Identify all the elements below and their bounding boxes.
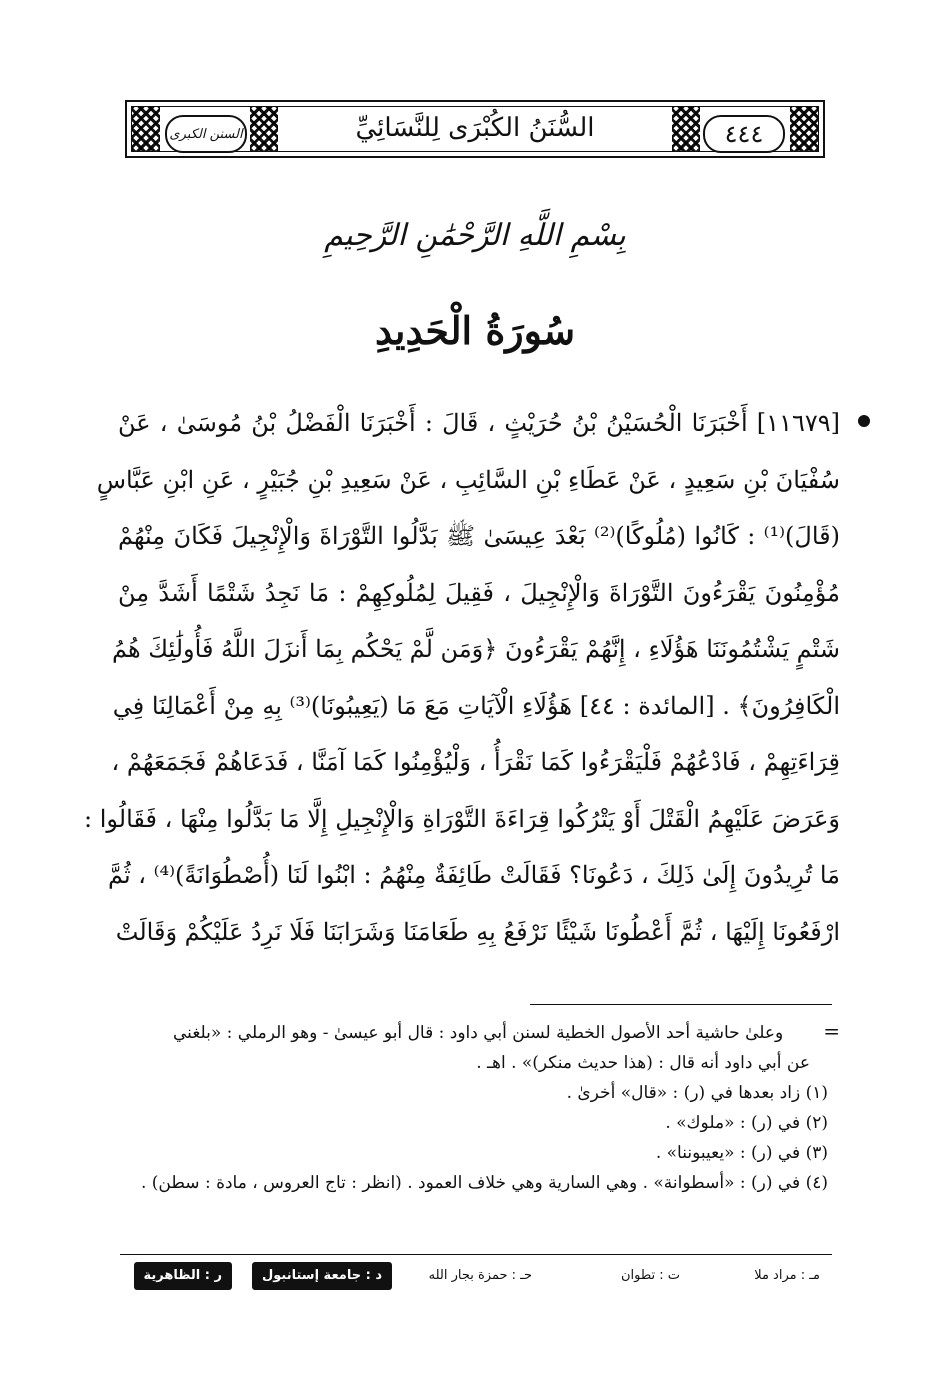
book-logo [165,115,247,153]
text-line: [١١٦٧٩] أَخْبَرَنَا الْحُسَيْنُ بْنُ حُرَيْثٍ ، قَالَ : أَخْبَرَنَا الْفَضْلُ بْنُ مُوسَىٰ ، عَنْ [118,409,840,437]
footnote-4: (٤) في (ر) : «أسطوانة» . وهي السارية وهي خلاف العمود . (انظر : تاج العروس ، مادة : سطن) . [140,1173,828,1193]
credit-editor-1: مـ : مراد ملا [754,1268,820,1283]
ornament-right-inner [672,107,700,151]
ornament-right-outer [790,107,818,151]
text-line: الْكَافِرُونَ﴾ . [المائدة : ٤٤] هَؤُلَاءِ الْآيَاتِ مَعَ مَا (يَعِيبُونَا)⁽³⁾ بِهِ مِنْ أَعْمَالِنَا فِي [112,691,840,720]
footnote-2: (٢) في (ر) : «ملوك» . [665,1113,828,1133]
footnote-separator [530,1004,832,1005]
bullet-marker [858,415,870,427]
surah-title: سُورَةُ الْحَدِيدِ [374,308,576,353]
ornament-left-outer [132,107,160,151]
text-line: ارْفَعُونَا إِلَيْهَا ، ثُمَّ أَعْطُونَا شَيْئًا نَرْفَعُ بِهِ طَعَامَنَا وَشَرَابَنَا فَلَا نَرِدُ عَلَيْكُمْ وَقَالَتْ [115,917,840,946]
continuation-marker: = [823,1019,840,1043]
ornament-left-inner [250,107,278,151]
credit-editor-2: ت : تطوان [620,1268,680,1283]
book-logo-text: السنن الكبرى [169,126,243,142]
manuscript-source-d: د : جامعة إستانبول [252,1262,392,1290]
text-line: مُؤْمِنُونَ يَقْرَءُونَ التَّوْرَاةَ وَالْإِنْجِيلَ ، فَقِيلَ لِمُلُوكِهِمْ : مَا نَجِدُ شَتْمًا أَشَدَّ مِنْ [118,578,840,607]
credit-editor-3: حـ : حمزة بجار الله [428,1268,532,1283]
text-line: مَا تُرِيدُونَ إِلَىٰ ذَلِكَ ، دَعُونَا؟ فَقَالَتْ طَائِفَةٌ مِنْهُمُ : ابْنُوا لَنَا (أُصْطُوَانَةً)⁽⁴⁾ ، ثُمَّ [107,861,840,889]
production-credits [120,1262,832,1292]
page-number-box [703,115,785,153]
header-frame [131,106,819,152]
bottom-separator [120,1254,832,1255]
manuscript-source-r: ر : الظاهرية [134,1262,232,1290]
basmala: بِسْمِ اللَّهِ الرَّحْمَٰنِ الرَّحِيمِ [324,218,626,253]
text-line: قِرَاءَتِهِمْ ، فَادْعُهُمْ فَلْيَقْرَءُوا كَمَا نَقْرَأُ ، وَلْيُؤْمِنُوا كَمَا آمَنَّا ، فَدَعَاهُمْ فَجَمَعَهُمْ ، [111,748,840,776]
footnote-continuation: وعلىٰ حاشية أحد الأصول الخطية لسنن أبي داود : قال أبو عيسىٰ - وهو الرملي : «بلغني [173,1023,784,1043]
footnote-3: (٣) في (ر) : «يعيبوننا» . [655,1143,828,1163]
page-header [125,100,825,158]
running-title: السُّنَنُ الكُبْرَى لِلنَّسَائِيِّ [355,113,595,143]
footnote-continuation-line: عن أبي داود أنه قال : (هذا حديث منكر)» . اهـ . [476,1053,810,1073]
footnote-1: (١) زاد بعدها في (ر) : «قال» أخرىٰ . [566,1083,828,1103]
text-line: (قَالَ)⁽¹⁾ : كَانُوا (مُلُوكًا)⁽²⁾ بَعْدَ عِيسَىٰ ﷺ بَدَّلُوا التَّوْرَاةَ وَالْإِنْجِيلَ فَكَانَ مِنْهُمْ [118,522,840,550]
page-number: ٤٤٤ [724,120,764,148]
hadith-text [84,395,840,960]
text-line: وَعَرَضَ عَلَيْهِمُ الْقَتْلَ أَوْ يَتْرُكُوا قِرَاءَةَ التَّوْرَاةِ وَالْإِنْجِيلِ إِلَّا مَا بَدَّلُوا مِنْهَا ، فَقَالُوا : [84,804,840,833]
text-line: سُفْيَانَ بْنِ سَعِيدٍ ، عَنْ عَطَاءِ بْنِ السَّائِبِ ، عَنْ سَعِيدِ بْنِ جُبَيْرٍ ، عَنِ ابْنِ عَبَّاسٍ [96,465,840,494]
footnotes [100,1016,840,1198]
text-line: شَتْمٍ يَشْتُمُونَنَا هَؤُلَاءِ ، إِنَّهُمْ يَقْرَءُونَ ﴿وَمَن لَّمْ يَحْكُم بِمَا أَنزَلَ اللَّهُ فَأُولَٰئِكَ هُمُ [112,635,840,663]
